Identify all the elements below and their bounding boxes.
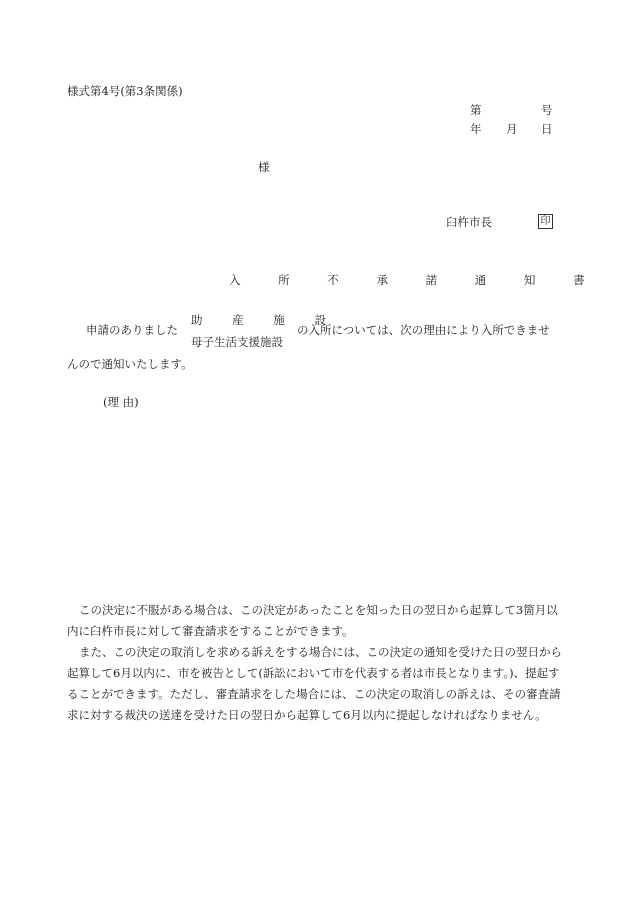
date-year: 年 <box>470 122 482 136</box>
body-continued: んので通知いたします。 <box>67 357 193 371</box>
date-day: 日 <box>541 122 553 136</box>
form-label: 様式第4号(第3条関係) <box>67 84 183 98</box>
addressee-honorific: 様 <box>258 160 270 174</box>
facility-option-2: 母子生活支援施設 <box>191 335 283 349</box>
number-suffix: 号 <box>541 103 553 117</box>
facility-option-1: 助 産 施 設 <box>191 313 339 327</box>
number-prefix: 第 <box>470 103 482 117</box>
body-suffix: の入所については、次の理由により入所できませ <box>297 323 550 337</box>
notice-paragraph-2: また、この決定の取消しを求める訴えをする場合には、この決定の通知を受けた日の翌日から起算して6月以内に、市を被告として(訴訟において市を代表する者は市長となります。)、提起することができます。ただし、審査請求をした場合には、この決定の取消しの訴えは、その審査請求に対する裁決の送達を受けた日の翌日から起算して6月以内に提起しなければなりません。 <box>67 645 562 722</box>
body-prefix: 申請のありました <box>86 323 178 337</box>
notice-paragraph-1: この決定に不服がある場合は、この決定があったことを知った日の翌日から起算して3箇月以内に臼杵市長に対して審査請求をすることができます。 <box>67 603 558 638</box>
seal-mark: 印 <box>538 214 553 229</box>
date-month: 月 <box>506 122 518 136</box>
document-title: 入 所 不 承 諾 通 知 書 <box>229 273 602 287</box>
issuer-name: 臼杵市長 <box>446 215 492 229</box>
reason-label: (理 由) <box>103 395 139 409</box>
